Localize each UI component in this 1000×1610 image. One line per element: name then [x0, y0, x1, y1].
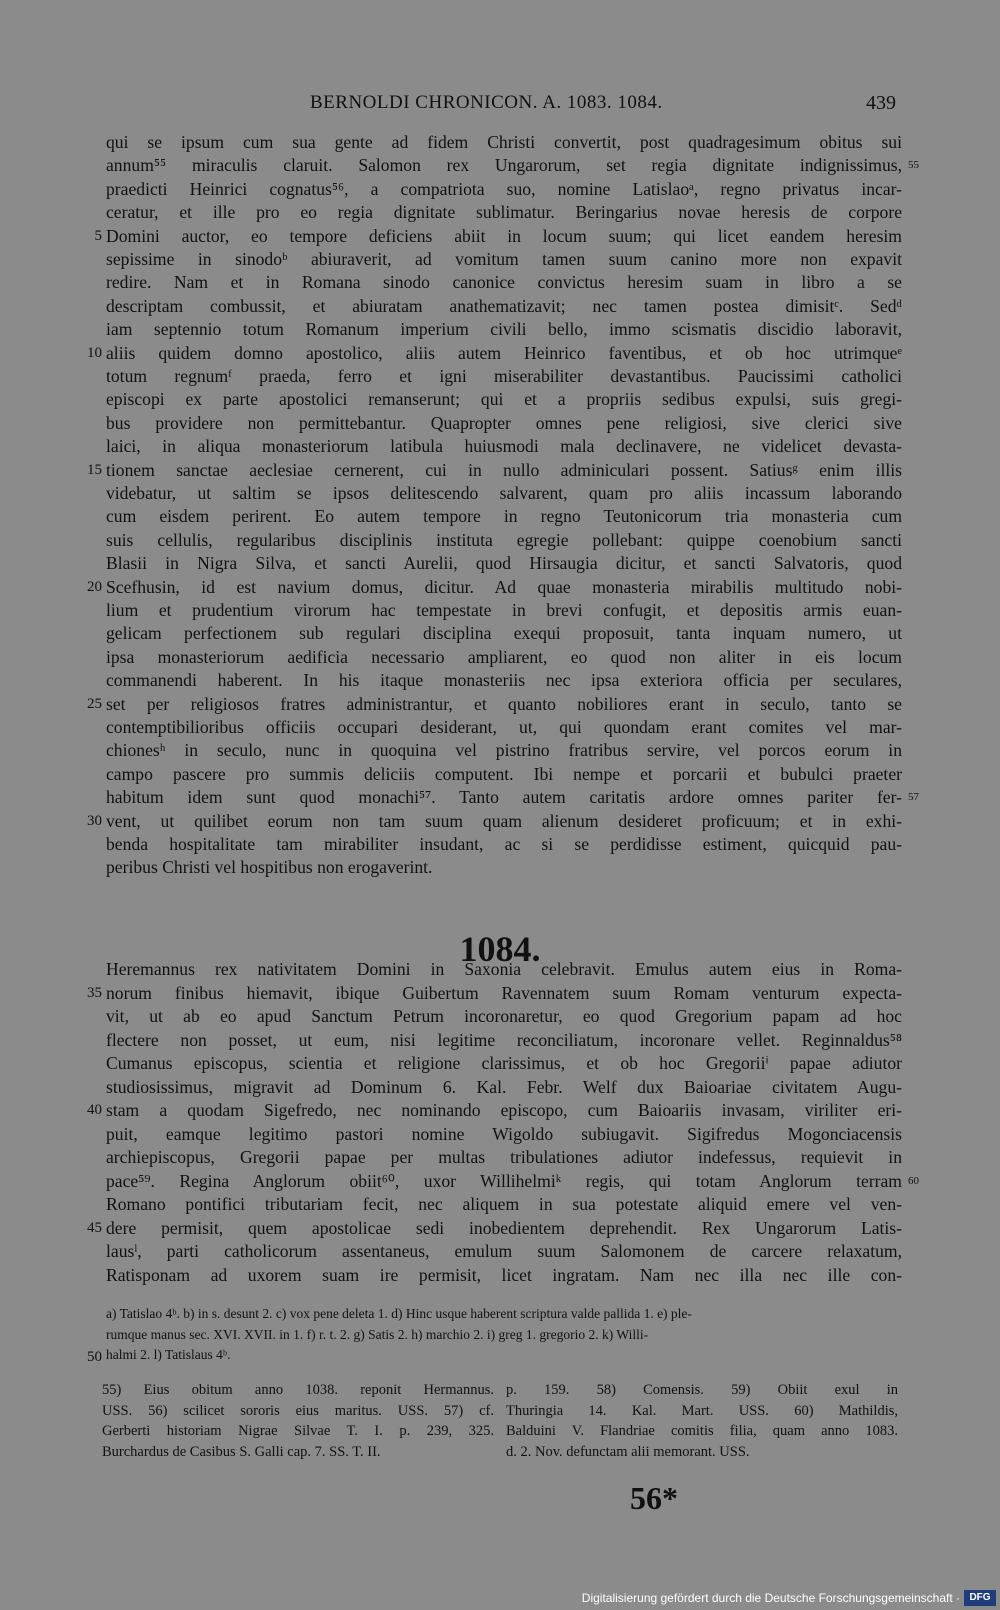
- line-number: 50: [87, 1349, 102, 1365]
- text-line: set per religiosos fratres administrantur, et quanto nobiliores erant in seculo, tanto se: [106, 693, 902, 714]
- text-line: Cumanus episcopus, scientia et religione clarissimus, et ob hoc Gregoriiⁱ papae adiutor: [106, 1053, 902, 1073]
- text-line: totum regnumᶠ praeda, ferro et igni miserabiliter devastantibus. Paucissimi catholici: [106, 366, 902, 386]
- text-line: cum eisdem perirent. Eo autem tempore in regno Teutonicorum tria monasteria cum: [106, 506, 902, 527]
- editor-note-line: p. 159. 58) Comensis. 59) Obiit exul in: [506, 1382, 898, 1398]
- line-number: 5: [94, 227, 102, 244]
- text-line: descriptam combussit, et abiuratam anathematizavit; nec tamen postea dimisitᶜ. Sedᵈ: [106, 295, 902, 316]
- running-title: BERNOLDI CHRONICON. A. 1083. 1084.: [310, 92, 663, 113]
- text-line: stam a quodam Sigefredo, nec nominando episcopo, cum Baioariis invasam, viriliter eri-: [106, 1100, 902, 1120]
- text-line: qui se ipsum cum sua gente ad fidem Christi convertit, post quadragesimum obitus sui: [106, 132, 902, 152]
- editor-note-line: Gerberti historiam Nigrae Silvae T. I. p. 239, 325.: [102, 1423, 494, 1439]
- signature-mark: 56*: [630, 1480, 678, 1516]
- page-header: [0, 92, 1000, 122]
- text-line: gelicam perfectionem sub regulari disciplina exequi proposuit, tanta inquam numero, ut: [106, 623, 902, 644]
- text-line: habitum idem sunt quod monachi⁵⁷. Tanto autem caritatis ardore omnes pariter fer-: [106, 787, 902, 808]
- text-line: laici, in aliqua monasteriorum latibula huiusmodi mala declinavere, ne videlicet devasta-: [106, 436, 902, 457]
- text-line: campo pascere pro summis deliciis computent. Ibi nempe et porcarii et bubulci praeter: [106, 763, 902, 784]
- margin-note-number: 57: [908, 791, 919, 804]
- text-line: Ratisponam ad uxorem suam ire permisit, licet ingratam. Nam nec illa nec ille con-: [106, 1264, 902, 1285]
- line-number: 10: [87, 344, 102, 361]
- text-line: sepissime in sinodoᵇ abiuraverit, ad vomitum tamen suum canino more non expavit: [106, 249, 902, 269]
- text-line: rumque manus sec. XVI. XVII. in 1. f) r. t. 2. g) Satis 2. h) marchio 2. i) greg 1. gregorio 2. k) Willi-: [106, 1326, 649, 1342]
- text-line: vent, ut quilibet eorum non tam suum quam alienum desideret proficuum; et in exhi-: [106, 810, 902, 831]
- text-line: norum finibus hiemavit, ibique Guibertum Ravennatem suum Romam venturum expecta-: [106, 982, 902, 1003]
- text-line: pace⁵⁹. Regina Anglorum obiit⁶⁰, uxor Willihelmiᵏ regis, qui totam Anglorum terram: [106, 1170, 902, 1191]
- text-line: aliis quidem domno apostolico, aliis autem Heinrico faventibus, et ob hoc utrimqueᵉ: [106, 342, 902, 363]
- text-line: episcopi ex parte apostolici remanserunt; qui et a propriis sedibus expulsi, suis gregi-: [106, 389, 902, 410]
- editor-note-line: USS. 56) scilicet sororis eius maritus. USS. 57) cf.: [102, 1402, 494, 1419]
- year-heading: 1084.: [459, 929, 541, 969]
- text-line: halmi 2. l) Tatislaus 4ᵇ.: [106, 1347, 231, 1362]
- editor-note-line: d. 2. Nov. defunctam alii memorant. USS.: [506, 1443, 750, 1460]
- text-line: benda hospitalitate tam mirabiliter insudant, ac si se perdidisse estiment, quicquid pau-: [106, 834, 902, 854]
- text-line: studiosissimus, migravit ad Dominum 6. Kal. Febr. Welf dux Baioariae civitatem Augu-: [106, 1076, 902, 1097]
- line-number: 15: [87, 461, 102, 478]
- text-line: flectere non posset, ut eum, nisi legitime reconciliatum, incoronare vellet. Reginnaldus⁵⁸: [106, 1029, 902, 1050]
- line-number: 45: [87, 1219, 102, 1236]
- dfg-logo-icon: DFG: [964, 1590, 996, 1606]
- text-line: Blasii in Nigra Silva, et sancti Aurelii, quod Hirsaugia dicitur, et sancti Salvatoris, quod: [106, 553, 902, 574]
- text-line: puit, eamque legitimo pastori nomine Wigoldo subiugavit. Sigifredus Mogonciacensis: [106, 1123, 902, 1144]
- editor-note-line: Thuringia 14. Kal. Mart. USS. 60) Mathildis,: [506, 1402, 898, 1419]
- text-line: Heremannus rex nativitatem Domini in Saxonia celebravit. Emulus autem eius in Roma-: [106, 959, 902, 979]
- text-line: ceratur, et ille pro eo regia dignitate sublimatur. Beringarius novae heresis de corpore: [106, 202, 902, 223]
- text-line: dere permisit, quem apostolicae sedi inobedientem deprehendit. Rex Ungarorum Latis-: [106, 1217, 902, 1238]
- text-line: peribus Christi vel hospitibus non erogaverint.: [106, 857, 433, 878]
- margin-note-number: 55: [908, 159, 919, 172]
- footer-bar: [0, 1588, 1000, 1610]
- text-line: chionesʰ in seculo, nunc in quoquina vel pistrino fratribus servire, vel porcos eorum in: [106, 740, 902, 761]
- text-line: tionem sanctae aeclesiae cernerent, cui in nullo adminiculari possent. Satiusᵍ enim illis: [106, 459, 902, 480]
- page-number: 439: [866, 92, 896, 114]
- text-line: redire. Nam et in Romana sinodo canonice convictus heresim suam in libro a se: [106, 272, 902, 293]
- editor-note-line: Balduini V. Flandriae comitis filia, quam anno 1083.: [506, 1423, 898, 1439]
- line-number: 35: [87, 984, 102, 1001]
- line-number: 30: [87, 812, 102, 829]
- line-number: 20: [87, 578, 102, 595]
- text-line: Romano pontifici tributariam fecit, nec aliquem in sua potestate aliquid emere vel ven-: [106, 1194, 902, 1214]
- margin-note-number: 60: [908, 1174, 919, 1187]
- text-line: vit, ut ab eo apud Sanctum Petrum incoronaretur, eo quod Gregorium papam ad hoc: [106, 1006, 902, 1026]
- text-line: Domini auctor, eo tempore deficiens abiit in locum suum; qui licet eandem heresim: [106, 225, 902, 246]
- text-line: commanendi haberent. In his itaque monasteriis nec ipsa exteriora officia per seculares,: [106, 670, 902, 691]
- text-line: ipsa monasteriorum aedificia necessario ampliarent, eo quod non aliter in eis locum: [106, 646, 902, 667]
- text-line: lium et prudentium virorum hac tempestate in brevi confugit, et depositis armis euan-: [106, 600, 902, 620]
- text-line: Scefhusin, id est navium domus, dicitur. Ad quae monasteria mirabilis multitudo nobi-: [106, 576, 902, 597]
- footer-text: Digitalisierung gefördert durch die Deutsche Forschungsgemeinschaft ·: [581, 1591, 960, 1605]
- text-line: archiepiscopus, Gregorii papae per multas tribulationes adiutor indefessus, requievit in: [106, 1147, 902, 1167]
- text-line: contemptibilioribus officiis occupari desiderant, ut, qui quondam erant comites vel mar-: [106, 717, 902, 737]
- text-line: annum⁵⁵ miraculis claruit. Salomon rex Ungarorum, set regia dignitate indignissimus,: [106, 155, 902, 176]
- text-line: suis cellulis, regularibus disciplinis instituta egregie pollebant: quippe coenobium sancti: [106, 529, 902, 550]
- text-line: a) Tatislao 4ᵇ. b) in s. desunt 2. c) vox pene deleta 1. d) Hinc usque haberent scriptura valde pallida 1. e) ple-: [106, 1306, 692, 1321]
- text-line: praedicti Heinrici cognatus⁵⁶, a compatriota suo, nomine Latislaoᵃ, regno privatus incar-: [106, 178, 902, 199]
- line-number: 25: [87, 695, 102, 712]
- text-line: bus providere non permittebantur. Quapropter omnes pene religiosi, sive clerici sive: [106, 412, 902, 433]
- text-line: videbatur, ut saltim se ipsos delitescendo salvarent, quam pro aliis incassum laborando: [106, 483, 902, 503]
- text-line: lausˡ, parti catholicorum assentaneus, emulum suum Salomonem de carcere relaxatum,: [106, 1241, 902, 1261]
- text-line: iam septennio totum Romanum imperium civili bello, immo scismatis discidio laboravit,: [106, 319, 902, 340]
- editor-note-line: Burchardus de Casibus S. Galli cap. 7. SS. T. II.: [102, 1443, 381, 1460]
- line-number: 40: [87, 1102, 102, 1118]
- editor-note-line: 55) Eius obitum anno 1038. reponit Hermannus.: [102, 1382, 494, 1398]
